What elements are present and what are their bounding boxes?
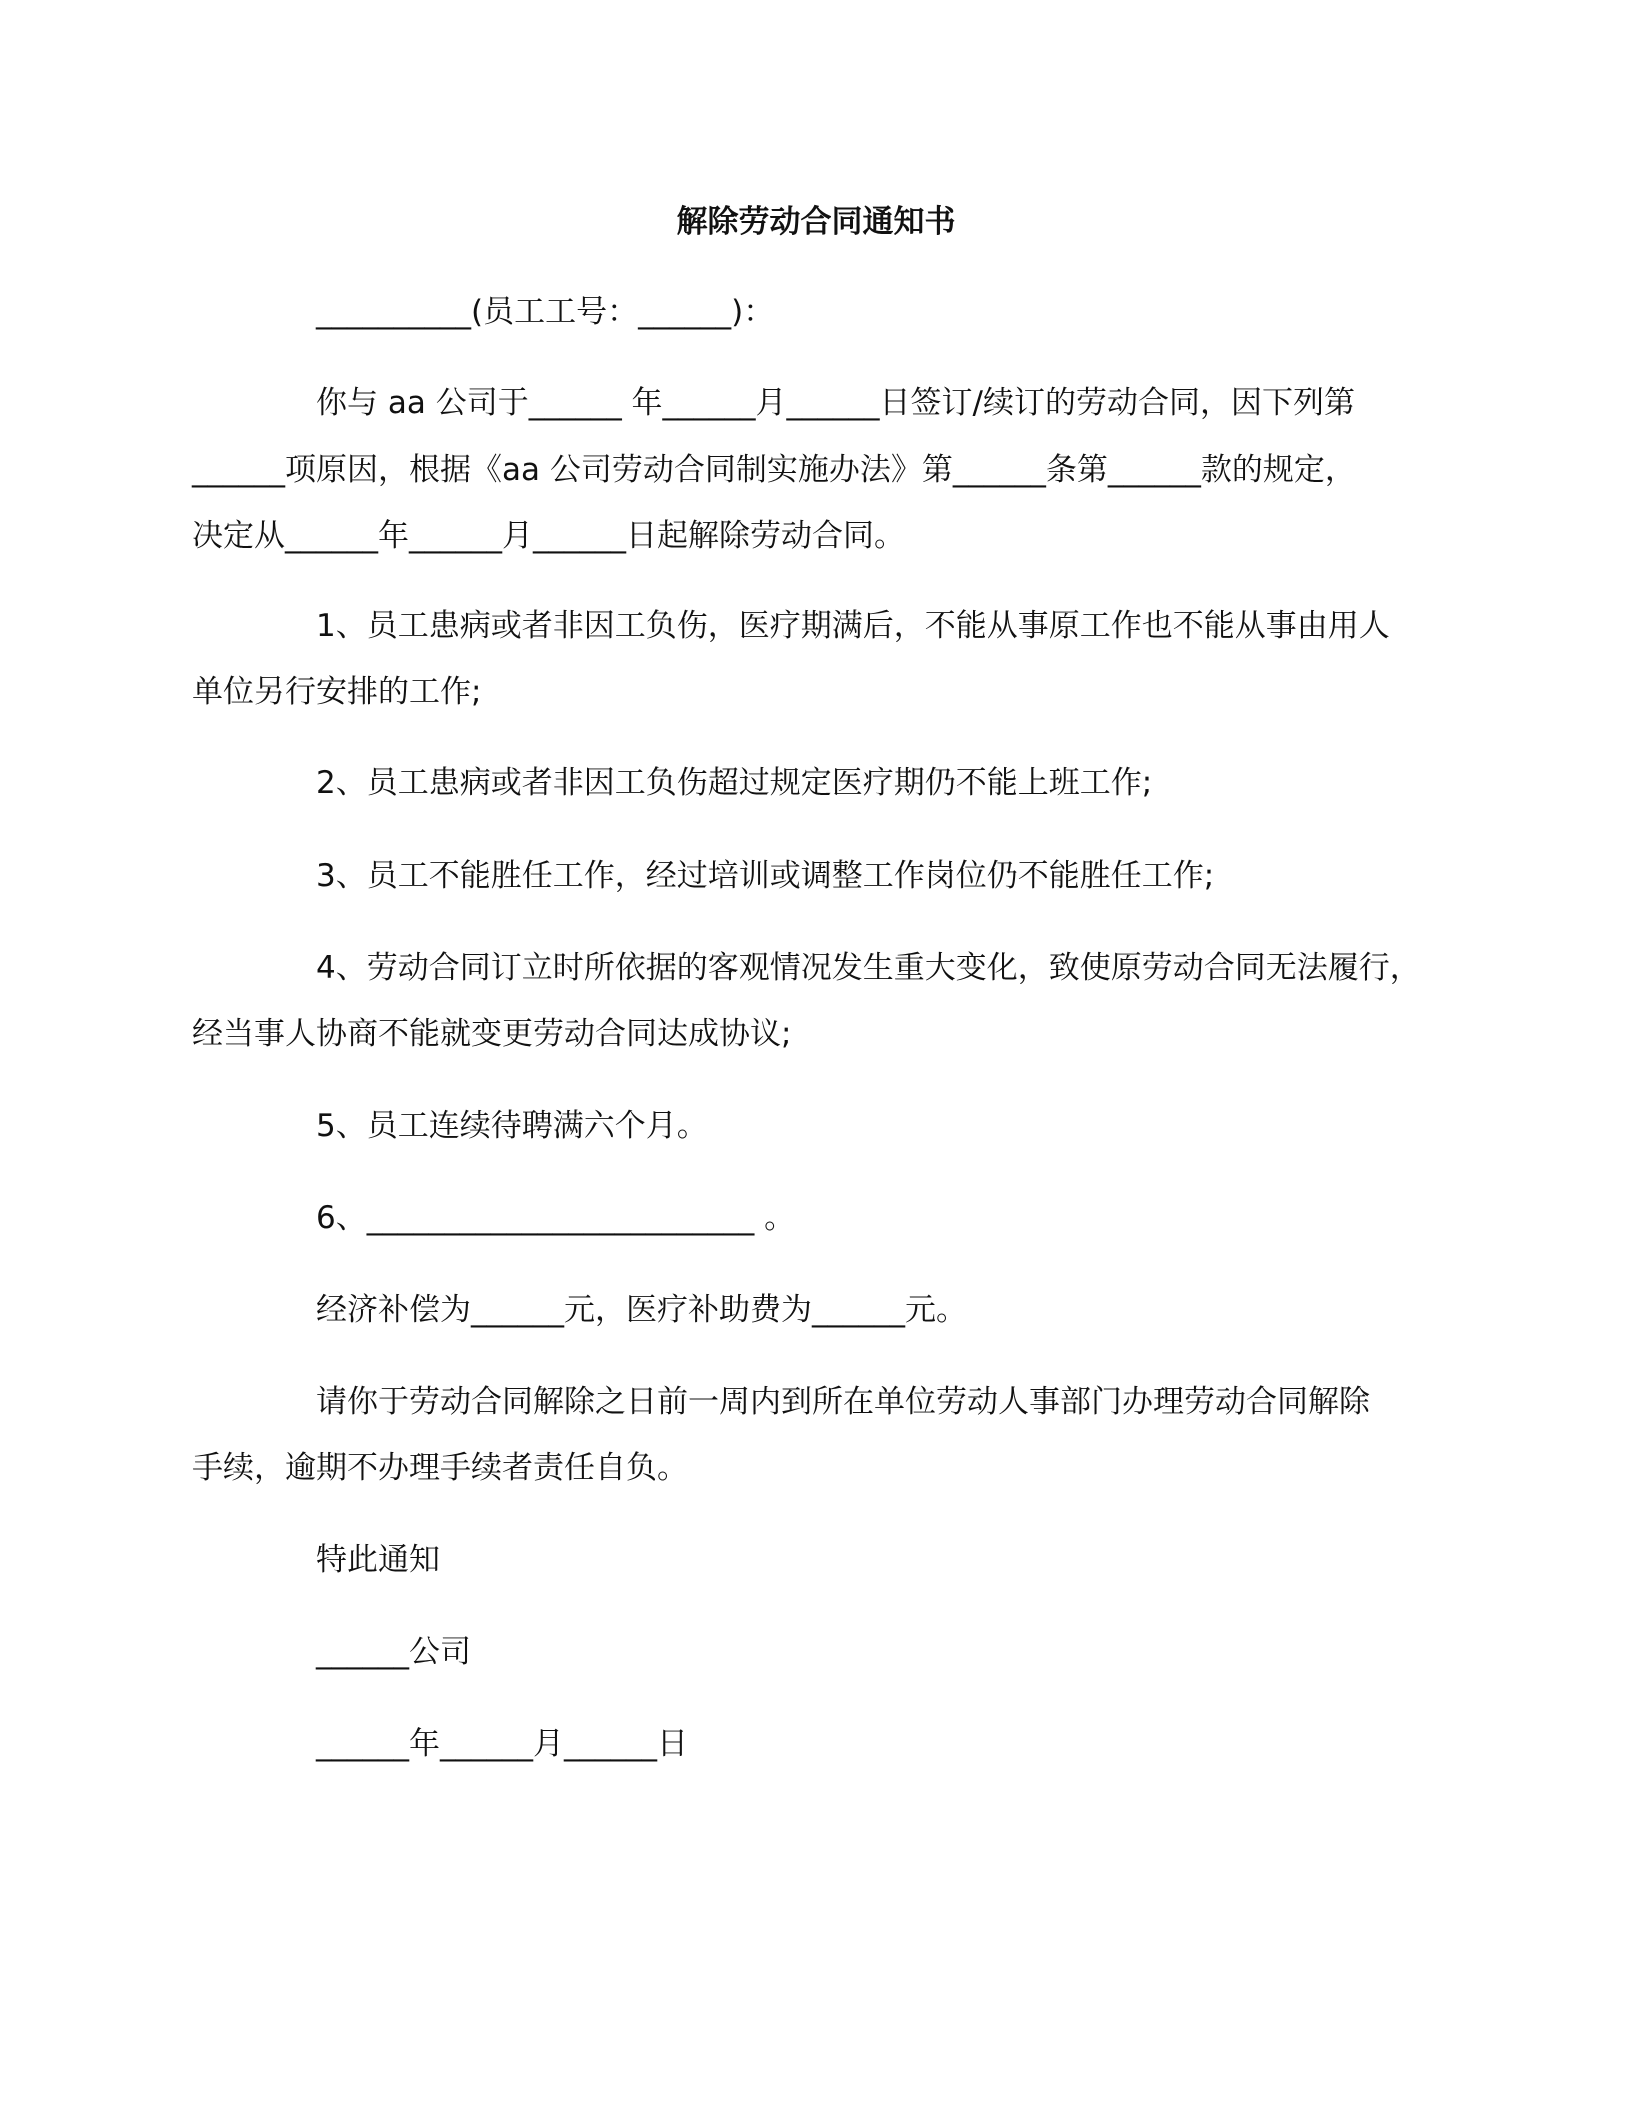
date-line: ______年______月______日 [316, 1726, 688, 1762]
reason-3: 3、员工不能胜任工作，经过培训或调整工作岗位仍不能胜任工作; [316, 858, 1215, 894]
reason-1-line-1: 1、员工患病或者非因工负伤，医疗期满后，不能从事原工作也不能从事由用人 [316, 608, 1390, 644]
compensation-line: 经济补偿为______元，医疗补助费为______元。 [316, 1292, 967, 1328]
intro-line-1: 你与 aa 公司于______ 年______月______日签订/续订的劳动合同，因下列第 [316, 385, 1355, 421]
reason-6: 6、_________________________ 。 [316, 1200, 796, 1236]
document-title: 解除劳动合同通知书 [676, 204, 956, 240]
reason-1-line-2: 单位另行安排的工作; [192, 674, 482, 710]
addressee-line: __________(员工工号：______)： [316, 294, 775, 330]
procedure-line-1: 请你于劳动合同解除之日前一周内到所在单位劳动人事部门办理劳动合同解除 [316, 1384, 1370, 1420]
reason-4-line-1: 4、劳动合同订立时所依据的客观情况发生重大变化，致使原劳动合同无法履行， [316, 950, 1421, 986]
company-signature-line: ______公司 [316, 1634, 471, 1670]
reason-4-line-2: 经当事人协商不能就变更劳动合同达成协议; [192, 1016, 792, 1052]
procedure-line-2: 手续，逾期不办理手续者责任自负。 [192, 1450, 688, 1486]
intro-line-3: 决定从______年______月______日起解除劳动合同。 [192, 518, 905, 554]
intro-line-2: ______项原因，根据《aa 公司劳动合同制实施办法》第______条第______款的规定， [192, 452, 1356, 488]
closing-line: 特此通知 [316, 1542, 440, 1578]
reason-2: 2、员工患病或者非因工负伤超过规定医疗期仍不能上班工作; [316, 765, 1153, 801]
reason-5: 5、员工连续待聘满六个月。 [316, 1108, 708, 1144]
